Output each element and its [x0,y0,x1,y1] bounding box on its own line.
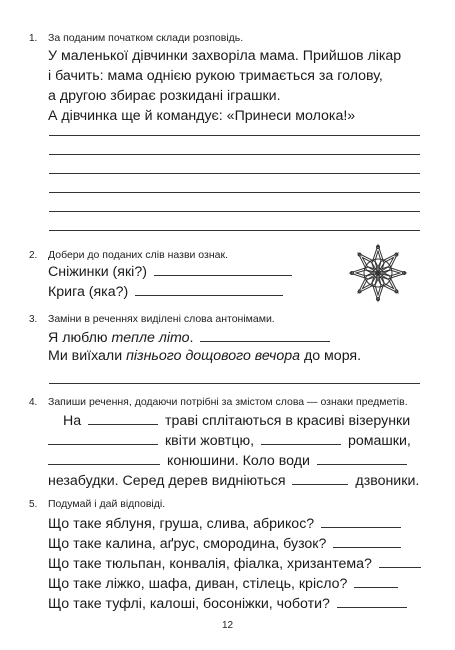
task5-question: Що таке туфлі, калоші, босоніжки, чоботи? [48,596,410,612]
task2-instruction: Добери до поданих слів назви ознак. [48,249,228,261]
task2-item-1-label: Сніжинки (які?) [48,264,147,280]
task3-sentence-2: Ми виїхали пізнього дощового вечора до моря. [48,348,362,364]
highlighted-word: пізнього дощового вечора [126,348,300,364]
task4-number: 4. [29,397,38,408]
task5-number: 5. [29,499,38,510]
answer-blank[interactable] [200,340,330,342]
answer-blank[interactable] [337,606,407,608]
writing-line[interactable] [49,154,420,155]
task5-question: Що таке яблуня, груша, слива, абрикос? [48,516,404,532]
task4-line-2: квіти жовтцю, ромашки, [48,433,411,449]
snowflake-icon [338,240,418,306]
task3-instruction: Заміни в реченнях виділені слова антонімами. [48,313,275,325]
writing-line[interactable] [49,230,420,231]
task4-line-1: На траві сплітаються в красиві візерунки [63,413,411,429]
page-number: 12 [221,620,234,631]
highlighted-word: тепле літо [111,330,190,346]
task3-number: 3. [29,314,38,325]
task1-text-line-3: а другою збирає розкидані іграшки. [48,88,281,104]
task3-sentence-1: Я люблю тепле літо. [48,330,333,346]
writing-line[interactable] [49,192,420,193]
task1-number: 1. [29,33,38,44]
answer-blank[interactable] [88,423,158,425]
task1-text-line-4: А дівчинка ще й командує: «Принеси молока!» [48,108,356,124]
task2-number: 2. [29,250,38,261]
task5-question: Що таке калина, аґрус, смородина, бузок? [48,536,404,552]
answer-blank[interactable] [333,546,401,548]
task4-line-3: конюшини. Коло води [48,453,410,469]
writing-line[interactable] [49,173,420,174]
writing-line[interactable] [49,135,420,136]
task1-text-line-1: У маленької дівчинки захворіла мама. Прийшов лікар [48,48,402,64]
task4-instruction: Запиши речення, додаючи потрібні за змістом слова — ознаки предметів. [48,396,408,408]
answer-blank[interactable] [48,443,158,445]
answer-blank[interactable] [354,586,398,588]
writing-line[interactable] [49,383,420,384]
task1-instruction: За поданим початком склади розповідь. [48,32,244,44]
task4-line-4: незабудки. Серед дерев видніються дзвоники. [48,473,420,489]
answer-blank[interactable] [154,274,292,276]
answer-blank[interactable] [317,463,407,465]
task1-text-line-2: і бачить: мама однією рукою тримається за голову, [48,68,383,84]
task5-instruction: Подумай і дай відповіді. [48,498,166,510]
answer-blank[interactable] [48,463,160,465]
answer-blank[interactable] [292,483,348,485]
answer-blank[interactable] [261,443,341,445]
writing-line[interactable] [49,211,420,212]
answer-blank[interactable] [321,526,401,528]
task5-question: Що таке ліжко, шафа, диван, стілець, крісло? [48,576,401,592]
task2-item-2-label: Крига (яка?) [48,284,129,300]
task5-question: Що таке тюльпан, конвалія, фіалка, хризантема? [48,556,424,572]
answer-blank[interactable] [379,566,421,568]
task2-item-1 [48,264,295,280]
task2-item-2 [48,284,286,300]
answer-blank[interactable] [135,294,283,296]
